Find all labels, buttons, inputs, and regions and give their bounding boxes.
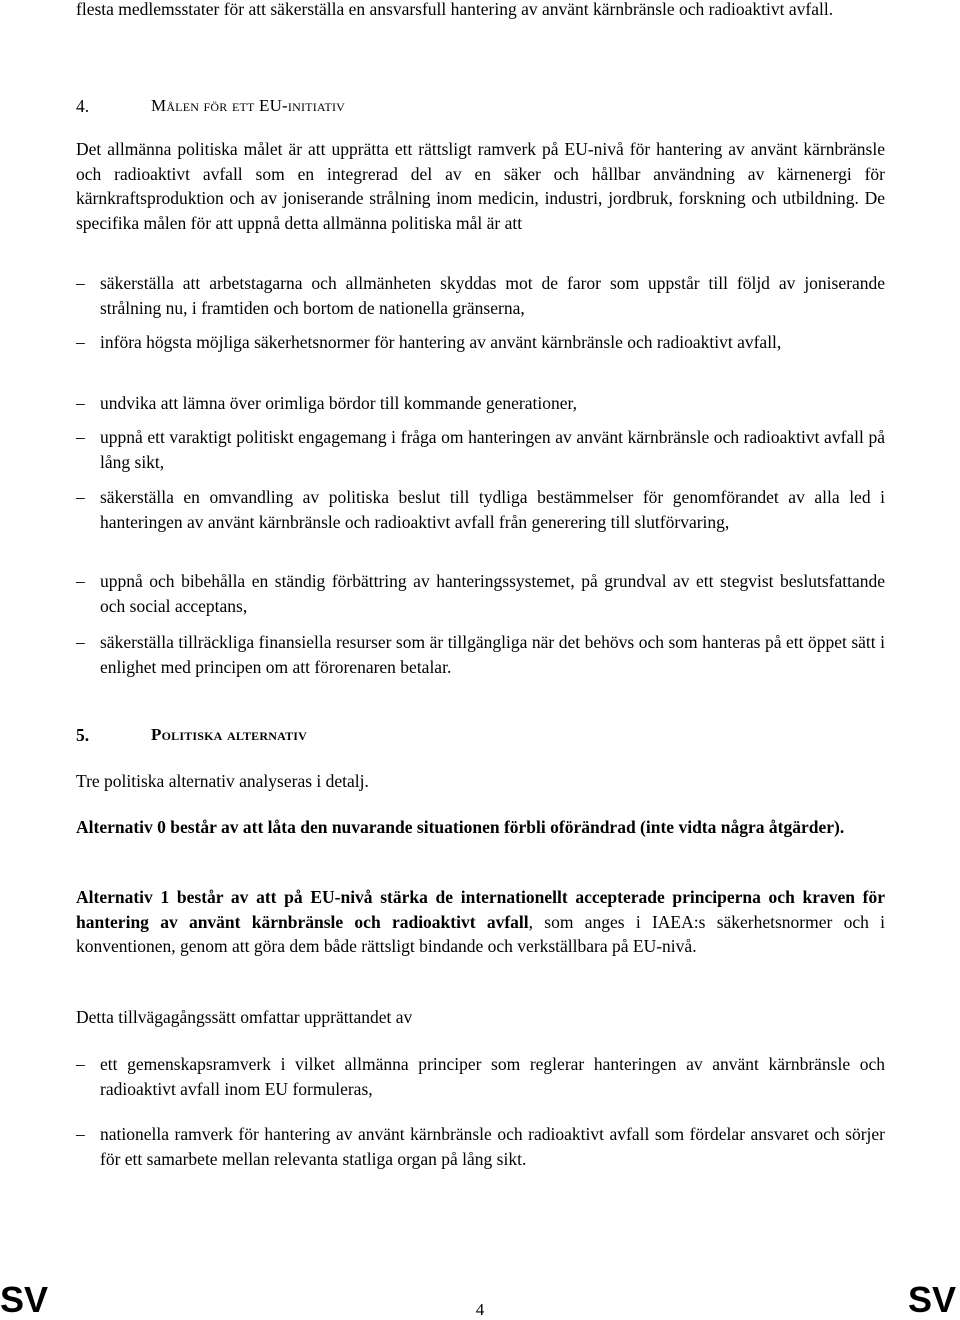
alternative-1-rest-text: , som anges i IAEA:s säkerhetsnormer och i konventionen, genom att göra dem både rättsligt bindande och verkställbara på EU-nivå. — [76, 911, 885, 956]
list-item-text: undvika att lämna över orimliga bördor till kommande generationer, — [100, 393, 578, 413]
alternative-1-bold-text: Alternativ 1 består av att på EU-nivå stärka de internationellt accepterade principerna och kraven för hantering av använt kärnbränsle och radioaktivt avfall — [76, 887, 885, 932]
list-item-text: nationella ramverk för hantering av använt kärnbränsle och radioaktivt avfall som fördelar ansvaret och sörjer för ett samarbete mellan relevanta statliga organ på lång sikt. — [100, 1124, 885, 1169]
list-dash: – — [76, 487, 85, 507]
section-4-number: 4. — [76, 96, 90, 116]
section-5-heading — [76, 723, 885, 748]
list-item-text: säkerställa tillräckliga finansiella resurser som är tillgängliga när det behövs och som hanteras på ett öppet sätt i enlighet med principen om att förorenaren betalar. — [100, 632, 885, 677]
list-dash: – — [76, 571, 85, 591]
section-4-paragraph-tail: De specifika målen för att uppnå detta allmänna politiska mål är att — [76, 188, 886, 233]
footer-language-code-left: SV — [0, 1279, 49, 1320]
page-number: 4 — [475, 1300, 485, 1319]
list-item-text: ett gemenskapsramverk i vilket allmänna principer som reglerar hanteringen av använt kärnbränsle och radioaktivt avfall inom EU formuleras, — [100, 1054, 885, 1099]
approach-intro: Detta tillvägagångssätt omfattar upprättandet av — [76, 1007, 413, 1027]
list-item-text: uppnå och bibehålla en ständig förbättring av hanteringssystemet, på grundval av ett stegvist beslutsfattande och social acceptans, — [100, 571, 885, 616]
list-dash: – — [76, 1124, 85, 1144]
list-item-text: säkerställa att arbetstagarna och allmänheten skyddas mot de faror som uppstår till följd av joniserande strålning nu, i framtiden och bortom de nationella gränserna, — [100, 273, 885, 318]
intro-continuation-paragraph: flesta medlemsstater för att säkerställa en ansvarsfull hantering av använt kärnbränsle och radioaktivt avfall. — [76, 0, 834, 19]
list-item-text: uppnå ett varaktigt politiskt engagemang i fråga om hanteringen av använt kärnbränsle och radioaktivt avfall på lång sikt, — [100, 427, 885, 472]
section-5-number: 5. — [76, 725, 90, 745]
list-dash: – — [76, 632, 85, 652]
section-5-intro: Tre politiska alternativ analyseras i detalj. — [76, 771, 369, 791]
list-item-text: införa högsta möjliga säkerhetsnormer för hantering av använt kärnbränsle och radioaktivt avfall, — [100, 332, 782, 352]
section-4-title: Målen för ett EU-initiativ — [151, 96, 346, 115]
section-4-paragraph — [76, 137, 885, 235]
alternative-0-paragraph: Alternativ 0 består av att låta den nuvarande situationen förbli oförändrad (inte vidta några åtgärder). — [76, 817, 845, 837]
alternative-1-paragraph — [76, 885, 885, 959]
footer-language-code-right: SV — [907, 1279, 956, 1320]
section-5-title: Politiska alternativ — [151, 725, 308, 744]
list-dash: – — [76, 393, 85, 413]
list-dash: – — [76, 427, 85, 447]
section-4-heading — [76, 94, 885, 119]
list-dash: – — [76, 1054, 85, 1074]
list-item-text: säkerställa en omvandling av politiska beslut till tydliga bestämmelser för genomförandet av alla led i hanteringen av använt kärnbränsle och radioaktivt avfall från generering till slutförvaring, — [100, 487, 885, 532]
list-dash: – — [76, 273, 85, 293]
list-dash: – — [76, 332, 85, 352]
section-4-paragraph-main: Det allmänna politiska målet är att upprätta ett rättsligt ramverk på EU-nivå för hantering av använt kärnbränsle och radioaktivt avfall som en integrerad del av en säker och hållbar användning av kärnenergi för kärnkraftsproduktion och av joniserande strålning inom medicin, industri, jordbruk, forskning och utbildning. — [76, 139, 885, 208]
